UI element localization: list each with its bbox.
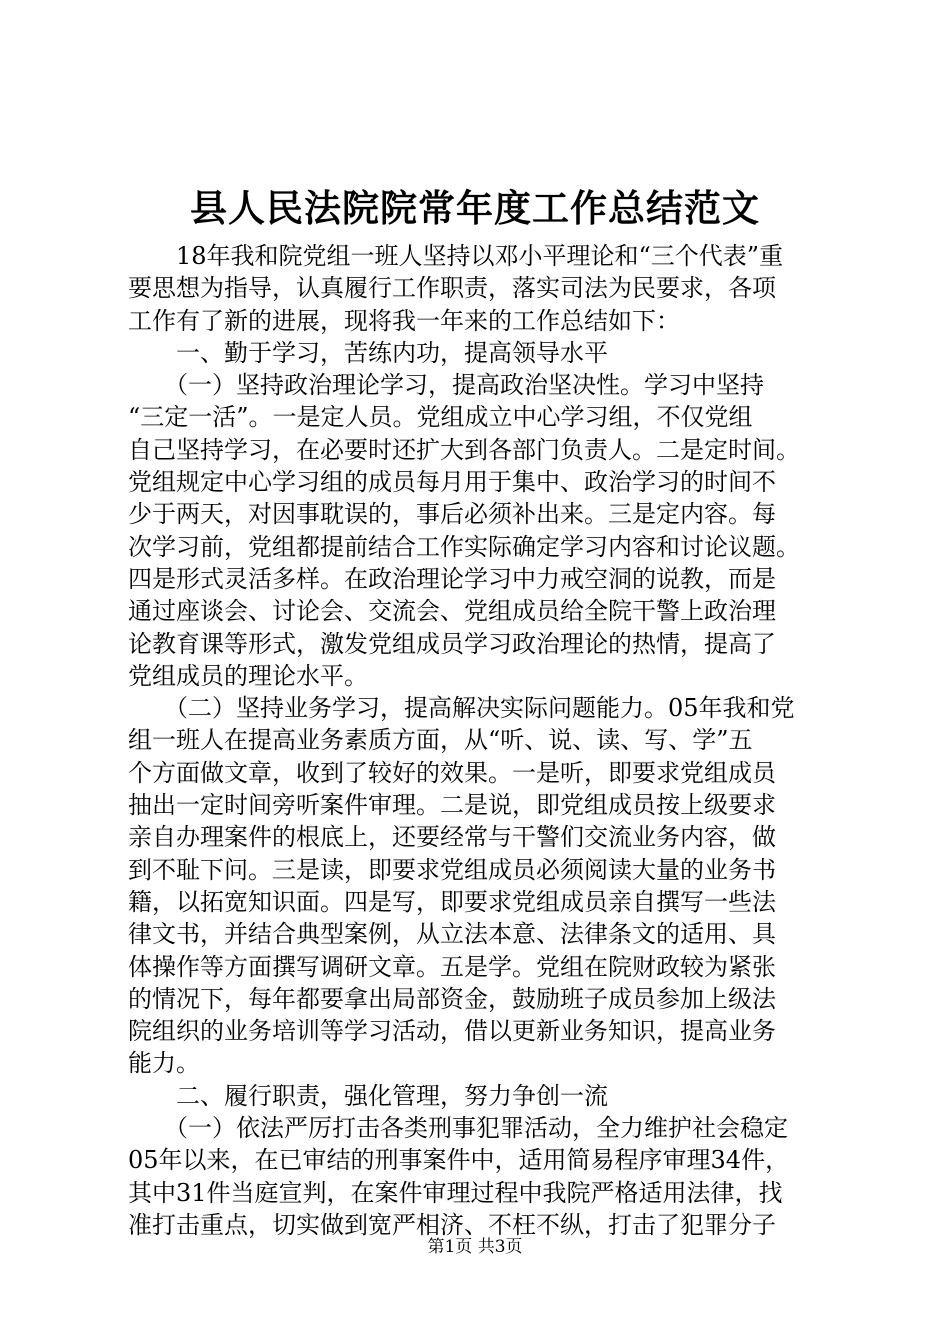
body-line: 准打击重点，切实做到宽严相济、不枉不纵，打击了犯罪分子 (128, 1210, 776, 1239)
body-line: 要思想为指导，认真履行工作职责，落实司法为民要求，各项 (128, 274, 776, 303)
body-line: 次学习前，党组都提前结合工作实际确定学习内容和讨论议题。 (128, 532, 800, 561)
body-line: 党组成员的理论水平。 (128, 661, 368, 690)
body-line: 其中31件当庭宣判，在案件审理过程中我院严格适用法律，找 (128, 1178, 783, 1207)
body-line: 能力。 (128, 1049, 200, 1078)
document-body (128, 240, 832, 1241)
body-line: 的情况下，每年都要拿出局部资金，鼓励班子成员参加上级法 (128, 984, 776, 1013)
body-line: 论教育课等形式，激发党组成员学习政治理论的热情，提高了 (128, 629, 776, 658)
section-heading-1: 一、勤于学习，苦练内功，提高领导水平 (128, 338, 608, 367)
body-line: （一）依法严厉打击各类刑事犯罪活动，全力维护社会稳定 (128, 1114, 788, 1143)
body-line: 律文书，并结合典型案例，从立法本意、法律条文的适用、具 (128, 920, 776, 949)
section-heading-2: 二、履行职责，强化管理，努力争创一流 (128, 1081, 608, 1110)
document-title: 县人民法院院常年度工作总结范文 (190, 186, 760, 230)
body-line: 通过座谈会、讨论会、交流会、党组成员给全院干警上政治理 (128, 597, 776, 626)
body-line: 到不耻下问。三是读，即要求党组成员必须阅读大量的业务书 (128, 855, 776, 884)
body-line: 亲自办理案件的根底上，还要经常与干警们交流业务内容，做 (128, 823, 776, 852)
body-line: 05年以来，在已审结的刑事案件中，适用简易程序审理34件， (128, 1146, 790, 1175)
body-line: 党组规定中心学习组的成员每月用于集中、政治学习的时间不 (128, 468, 776, 497)
body-line: 四是形式灵活多样。在政治理论学习中力戒空洞的说教，而是 (128, 564, 776, 593)
body-line: 院组织的业务培训等学习活动，借以更新业务知识，提高业务 (128, 1017, 776, 1046)
body-line: 少于两天，对因事耽误的，事后必须补出来。三是定内容。每 (128, 500, 776, 529)
body-line: 18年我和院党组一班人坚持以邓小平理论和“三个代表”重 (128, 242, 784, 270)
body-line: （二）坚持业务学习，提高解决实际问题能力。05年我和党 (128, 694, 795, 723)
body-line: 抽出一定时间旁听案件审理。二是说，即党组成员按上级要求 (128, 791, 776, 820)
body-line: “三定一活”。一是定人员。党组成立中心学习组，不仅党组 (128, 403, 753, 432)
body-line: 组一班人在提高业务素质方面，从“听、说、读、写、学”五 (128, 726, 753, 755)
body-line: （一）坚持政治理论学习，提高政治坚决性。学习中坚持 (128, 371, 764, 400)
body-line: 体操作等方面撰写调研文章。五是学。党组在院财政较为紧张 (128, 952, 776, 981)
page-number-footer: 第1页 共3页 (427, 1237, 523, 1257)
body-line: 自己坚持学习，在必要时还扩大到各部门负责人。二是定时间。 (128, 435, 800, 464)
body-line: 籍，以拓宽知识面。四是写，即要求党组成员亲自撰写一些法 (128, 887, 776, 916)
body-line: 个方面做文章，收到了较好的效果。一是听，即要求党组成员 (128, 758, 776, 787)
body-line: 工作有了新的进展，现将我一年来的工作总结如下： (128, 306, 680, 335)
